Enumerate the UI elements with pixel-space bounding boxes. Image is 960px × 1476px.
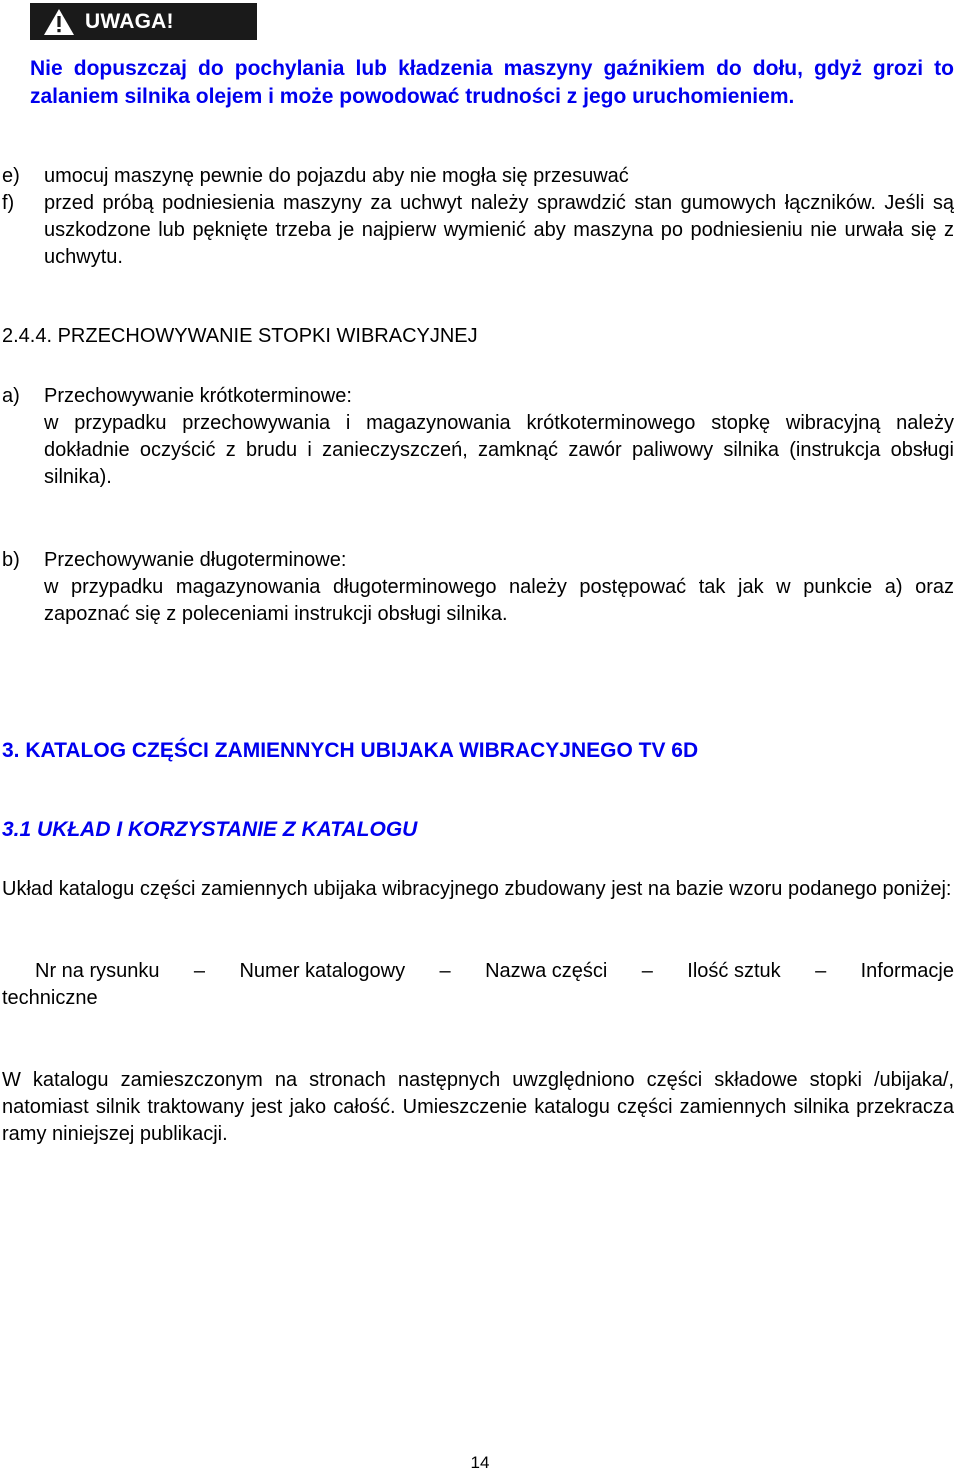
list-marker: e) [2, 165, 20, 187]
storage-item-text: w przypadku magazynowania długoterminowego należy postępować tak jak w punkcie a) oraz zapoznać się z poleceniami instrukcji obsługi silnika. [44, 576, 954, 625]
list-marker: f) [2, 192, 15, 214]
catalog-format-items [2, 958, 954, 985]
list-marker: b) [2, 549, 20, 571]
storage-item-title: Przechowywanie długoterminowe: [44, 549, 347, 571]
format-item: Informacje [860, 960, 954, 982]
intro-paragraph: Układ katalogu części zamiennych ubijaka wibracyjnego zbudowany jest na bazie wzoru podanego poniżej: [2, 878, 952, 900]
list-item-text: umocuj maszynę pewnie do pojazdu aby nie mogła się przesuwać [44, 165, 629, 187]
catalog-format-line [2, 958, 954, 1012]
format-dash: – [193, 960, 206, 982]
storage-item-title: Przechowywanie krótkoterminowe: [44, 385, 352, 407]
storage-item-short-term [2, 383, 954, 491]
format-item: Numer katalogowy [239, 960, 406, 982]
section-heading-3-1: 3.1 UKŁAD I KORZYSTANIE Z KATALOGU [2, 818, 418, 841]
list-item-e [2, 163, 954, 190]
format-dash: – [439, 960, 451, 982]
storage-item-text: w przypadku przechowywania i magazynowania krótkoterminowego stopkę wibracyjną należy dokładnie oczyścić z brudu i zanieczyszczeń, zamknąć zawór paliwowy silnika (instrukcja obsługi silnika). [44, 412, 954, 488]
format-item: Nr na rysunku [35, 960, 160, 982]
format-dash: – [815, 960, 827, 982]
format-item: Ilość sztuk [687, 960, 781, 982]
format-item: Nazwa części [485, 960, 608, 982]
section-heading-2-4-4: 2.4.4. PRZECHOWYWANIE STOPKI WIBRACYJNEJ [2, 325, 478, 347]
page-number: 14 [470, 1453, 490, 1472]
warning-triangle-icon [43, 8, 75, 36]
storage-item-long-term [2, 547, 954, 628]
list-item-f [2, 190, 954, 271]
closing-paragraph: W katalogu zamieszczonym na stronach następnych uwzględniono części składowe stopki /ubijaka/, natomiast silnik traktowany jest jako całość. Umieszczenie katalogu części zamiennych silnika przekracza ramy niniejszej publikacji. [2, 1069, 954, 1145]
warning-banner [30, 3, 257, 40]
list-item-text: przed próbą podniesienia maszyny za uchwyt należy sprawdzić stan gumowych łączników. Jeśli są uszkodzone lub pęknięte trzeba je najpierw wymienić aby maszyna po podniesieniu nie urwała się z uchwytu. [44, 192, 954, 268]
format-dash: – [641, 960, 653, 982]
warning-text: Nie dopuszczaj do pochylania lub kładzenia maszyny gaźnikiem do dołu, gdyż grozi to zalaniem silnika olejem i może powodować trudności z jego uruchomieniem. [30, 57, 954, 108]
catalog-format-continuation: techniczne [2, 987, 98, 1009]
warning-title: UWAGA! [85, 9, 174, 33]
section-heading-3: 3. KATALOG CZĘŚCI ZAMIENNYCH UBIJAKA WIBRACYJNEGO TV 6D [2, 739, 699, 762]
list-marker: a) [2, 385, 20, 407]
